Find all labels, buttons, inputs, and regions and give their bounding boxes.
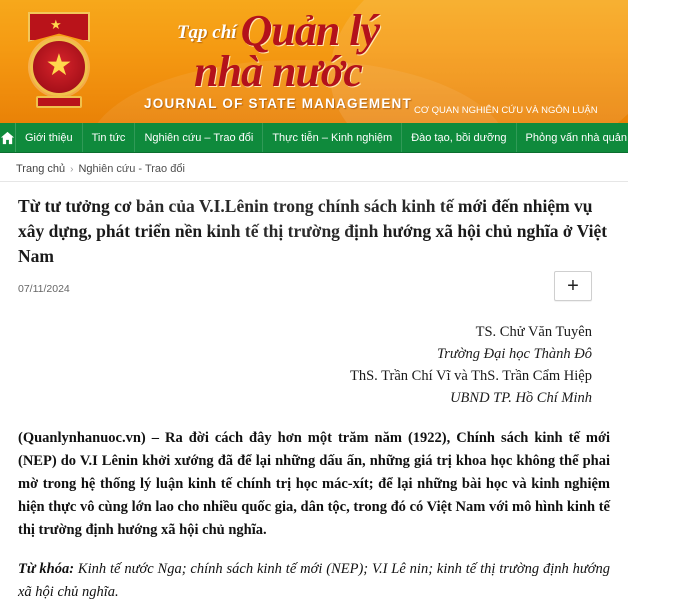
- nav-item-thuc-tien-kinh-nghiem[interactable]: Thực tiễn – Kinh nghiệm: [263, 123, 402, 152]
- article-date: 07/11/2024: [18, 283, 70, 295]
- nav-item-cai-cach[interactable]: Cải c: [648, 123, 692, 152]
- breadcrumb-separator: ›: [70, 164, 74, 175]
- article-container: [0, 182, 628, 604]
- main-navigation: [0, 123, 683, 153]
- masthead-title-line2: nhà nước: [194, 47, 362, 96]
- masthead-subtitle: JOURNAL OF STATE MANAGEMENT: [144, 96, 412, 111]
- breadcrumb-item-category[interactable]: Nghiên cứu - Trao đổi: [78, 163, 185, 175]
- author-name-1: TS. Chử Văn Tuyên: [475, 324, 592, 340]
- masthead-kicker: Tạp chí: [176, 22, 237, 43]
- nav-item-gioi-thieu[interactable]: Giới thiệu: [16, 123, 83, 152]
- page-title: Từ tư tưởng cơ bản của V.I.Lênin trong chính sách kinh tế mới đến nhiệm vụ xây dựng, phát triển nền kinh tế thị trường định hướng xã hội chủ nghĩa ở Việt Nam: [18, 196, 608, 266]
- keywords-text: Kinh tế nước Nga; chính sách kinh tế mới (NEP); V.I Lê nin; kinh tế thị trường định hướng xã hội chủ nghĩa.: [18, 561, 611, 600]
- author-affiliation-1: Trường Đại học Thành Đô: [436, 346, 592, 362]
- article-keywords: [18, 558, 610, 604]
- author-block: [18, 321, 610, 409]
- expand-button[interactable]: +: [554, 271, 592, 301]
- author-affiliation-2: UBND TP. Hồ Chí Minh: [450, 390, 592, 406]
- article-meta-row: [18, 277, 610, 317]
- article-lead-paragraph: (Quanlynhanuoc.vn) – Ra đời cách đây hơn một trăm năm (1922), Chính sách kinh tế mới (NEP) do V.I Lênin khởi xướng đã để lại những dấu ấn, những giá trị khoa học không thể phai mờ trong hệ thống lý luận kinh tế chính trị học mác-xít; để lại những bài học và kinh nghiệm hiện thực vô cùng lớn lao cho nhiều quốc gia, dân tộc, trong đó có Việt Nam với mô hình kinh tế thị trường định hướng xã hội chủ nghĩa.: [18, 430, 610, 538]
- keywords-label: Từ khóa:: [18, 561, 75, 577]
- site-banner: [0, 0, 628, 123]
- masthead-title-line1: Quản lý: [240, 6, 380, 55]
- medal-emblem-icon: ★ ★: [22, 10, 96, 114]
- nav-item-dao-tao-boi-duong[interactable]: Đào tạo, bồi dưỡng: [402, 123, 516, 152]
- nav-item-nghien-cuu-trao-doi[interactable]: Nghiên cứu – Trao đổi: [135, 123, 263, 152]
- masthead: [98, 8, 458, 111]
- nav-item-phong-van-nha-quan-ly[interactable]: Phỏng vấn nhà quản lý: [517, 123, 649, 152]
- breadcrumb-item-home[interactable]: Trang chủ: [16, 163, 66, 175]
- author-name-2: ThS. Trần Chí Vĩ và ThS. Trần Cẩm Hiệp: [350, 368, 592, 384]
- banner-tagline: CƠ QUAN NGHIÊN CỨU VÀ NGÔN LUẬN: [414, 105, 598, 116]
- nav-item-tin-tuc[interactable]: Tin tức: [83, 123, 136, 152]
- home-icon[interactable]: [0, 123, 16, 152]
